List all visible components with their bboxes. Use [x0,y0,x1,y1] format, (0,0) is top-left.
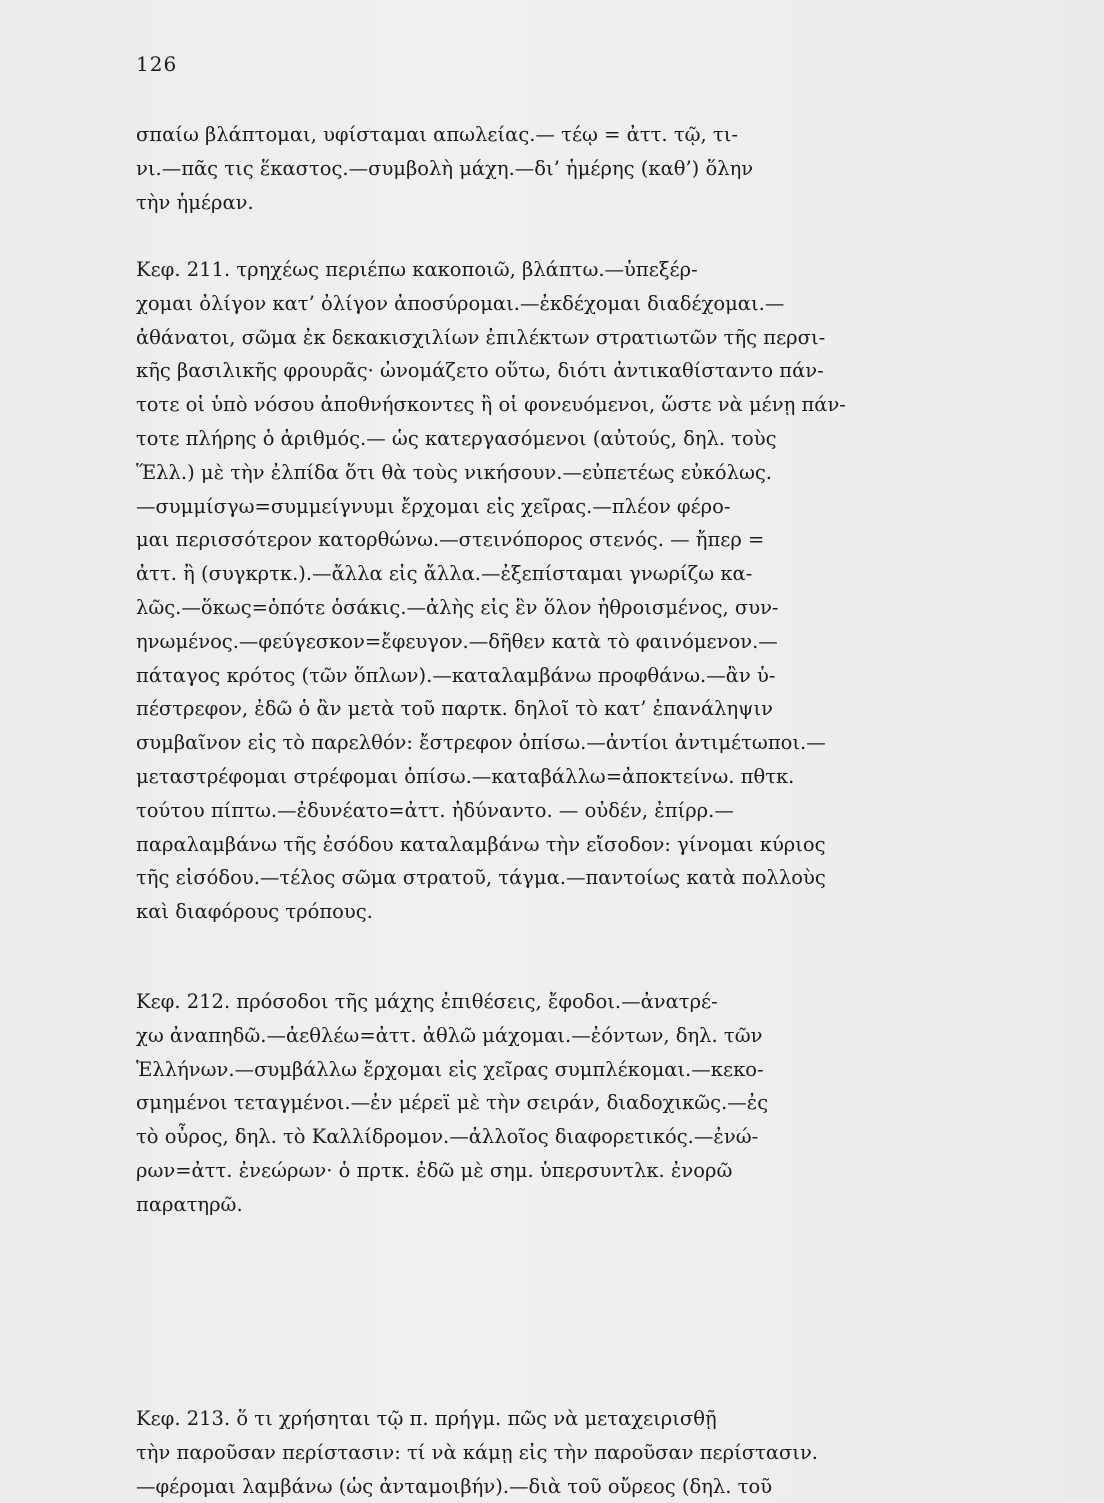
paragraph-chapter-211 [136,253,980,929]
text-line: πάταγος κρότος (τῶν ὅπλων).—καταλαμβάνω προφθάνω.—ἂν ὑ- [136,663,776,687]
text-line: —φέρομαι λαμβάνω (ὡς ἀνταμοιβήν).—διὰ τοῦ οὔρεος (δηλ. τοῦ [136,1474,773,1498]
text-line: ἀττ. ἢ (συγκρτκ.).—ἄλλα εἰς ἄλλα.—ἐξεπίσταμαι γνωρίζω κα- [136,562,753,586]
text-line: χω ἀναπηδῶ.—ἀεθλέω=ἀττ. ἀθλῶ μάχομαι.—ἐόντων, δηλ. τῶν [136,1023,763,1047]
text-line: —συμμίσγω=συμμείγνυμι ἔρχομαι εἰς χεῖρας.—πλέον φέρο- [136,494,731,518]
text-line: παραλαμβάνω τῆς ἐσόδου καταλαμβάνω τὴν εἴσοδον: γίνομαι κύριος [136,832,826,856]
text-line: λῶς.—ὅκως=ὁπότε ὁσάκις.—ἀλὴς εἰς ἓν ὅλον ἠθροισμένος, συν- [136,595,779,619]
page-number: 126 [136,52,178,76]
text-line: Ἑλλήνων.—συμβάλλω ἔρχομαι εἰς χεῖρας συμπλέκομαι.—κεκο- [136,1057,764,1081]
text-line: ρων=ἀττ. ἐνεώρων· ὁ πρτκ. ἐδῶ μὲ σημ. ὑπερσυντλκ. ἐνορῶ [136,1158,733,1182]
paragraph-1 [136,118,980,219]
text-line: τὴν παροῦσαν περίστασιν: τί νὰ κάμῃ εἰς τὴν παροῦσαν περίστασιν. [136,1440,819,1464]
text-line: πέστρεφον, ἐδῶ ὁ ἂν μετὰ τοῦ παρτκ. δηλοῖ τὸ κατ’ ἐπανάληψιν [136,697,773,721]
text-line: τὴν ἡμέραν. [136,190,254,214]
text-line: συμβαῖνον εἰς τὸ παρελθόν: ἔστρεφον ὀπίσω.—ἀντίοι ἀντιμέτωποι.— [136,731,826,755]
paragraph-chapter-212 [136,985,980,1222]
text-line: τοτε οἱ ὑπὸ νόσου ἀποθνήσκοντες ἢ οἱ φονευόμενοι, ὥστε νὰ μένῃ πάν- [136,393,846,417]
text-line: μαι περισσότερον κατορθώνω.—στεινόπορος στενός. — ἤπερ = [136,528,765,552]
text-line: Κεφ. 213. ὅ τι χρήσηται τῷ π. πρήγμ. πῶς νὰ μεταχειρισθῇ [136,1407,717,1430]
text-line: Κεφ. 212. πρόσοδοι τῆς μάχης ἐπιθέσεις, ἔφοδοι.—ἀνατρέ- [136,990,718,1013]
text-line: μεταστρέφομαι στρέφομαι ὀπίσω.—καταβάλλω=ἀποκτείνω. πθτκ. [136,764,795,788]
text-line: χομαι ὀλίγον κατ’ ὀλίγον ἀποσύρομαι.—ἐκδέχομαι διαδέχομαι.— [136,291,785,315]
text-line: παρατηρῶ. [136,1192,243,1216]
text-line: σμημένοι τεταγμένοι.—ἐν μέρεϊ μὲ τὴν σειράν, διαδοχικῶς.—ἐς [136,1091,769,1115]
text-line: Κεφ. 211. τρηχέως περιέπω κακοποιῶ, βλάπτω.—ὑπεξέρ- [136,258,698,281]
text-line: τῆς εἰσόδου.—τέλος σῶμα στρατοῦ, τάγμα.—παντοίως κατὰ πολλοὺς [136,866,826,890]
text-line: καὶ διαφόρους τρόπους. [136,900,373,924]
text-line: σπαίω βλάπτομαι, υφίσταμαι απωλείας.— τέῳ = ἀττ. τῷ, τι- [136,123,738,146]
paragraph-chapter-213 [136,1402,980,1503]
text-line: τὸ οὖρος, δηλ. τὸ Καλλίδρομον.—ἀλλοῖος διαφορετικός.—ἐνώ- [136,1125,759,1149]
text-line: κῆς βασιλικῆς φρουρᾶς· ὠνομάζετο οὕτω, διότι ἀντικαθίσταντο πάν- [136,359,824,383]
text-line: ἀθάνατοι, σῶμα ἐκ δεκακισχιλίων ἐπιλέκτων στρατιωτῶν τῆς περσι- [136,325,826,349]
text-line: νι.—πᾶς τις ἕκαστος.—συμβολὴ μάχη.—δι’ ἡμέρης (καθ’) ὅλην [136,156,754,180]
text-line: Ἕλλ.) μὲ τὴν ἐλπίδα ὅτι θὰ τοὺς νικήσουν.—εὐπετέως εὐκόλως. [136,460,773,484]
text-line: ηνωμένος.—φεύγεσκον=ἔφευγον.—δῆθεν κατὰ τὸ φαινόμενον.— [136,629,778,653]
text-line: τοτε πλήρης ὁ ἀριθμός.— ὡς κατεργασόμενοι (αὐτούς, δηλ. τοὺς [136,426,777,450]
text-line: τούτου πίπτω.—ἐδυνέατο=ἀττ. ἠδύναντο. — οὐδέν, ἐπίρρ.— [136,798,734,822]
